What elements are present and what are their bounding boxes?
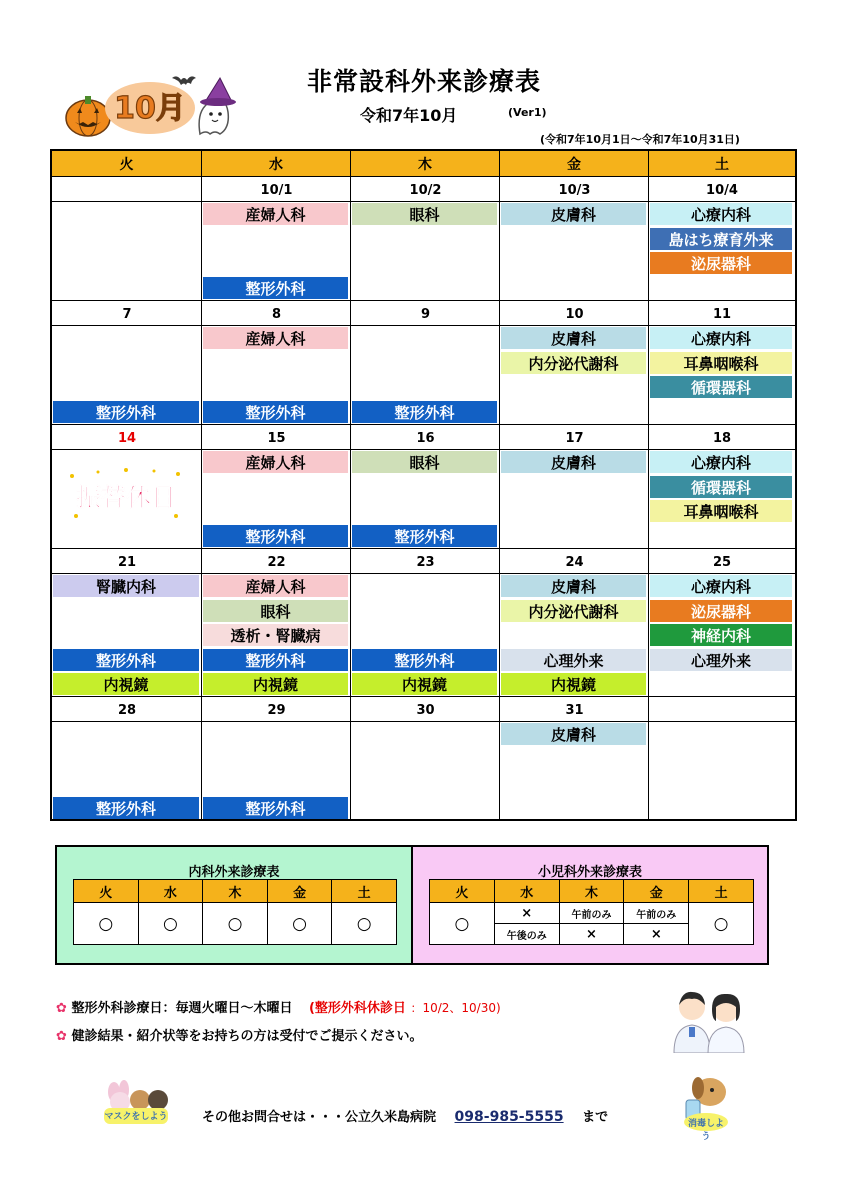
contact-suffix: まで <box>582 1110 609 1125</box>
clinic-entry: 心理外来 <box>501 649 646 671</box>
page-title: 非常設科外来診療表 <box>306 67 541 96</box>
grid-line <box>52 548 795 549</box>
clinic-entry: 循環器科 <box>650 376 792 398</box>
naika-value: ○ <box>332 903 397 945</box>
clinic-entry: 耳鼻咽喉科 <box>650 352 792 374</box>
grid-line <box>52 449 795 450</box>
date-number: 10/1 <box>260 182 293 198</box>
clinic-entry: 内分泌代謝科 <box>501 600 646 622</box>
date-number: 9 <box>420 306 431 322</box>
date-number: 21 <box>117 554 137 570</box>
date-number: 22 <box>267 554 286 570</box>
weekday-header: 金 <box>500 151 649 177</box>
naika-day: 金 <box>267 880 332 903</box>
shonika-day: 金 <box>624 880 689 903</box>
date-number: 7 <box>122 306 132 322</box>
shonika-wed-am: × <box>494 903 559 924</box>
naika-table <box>73 879 397 945</box>
clinic-entry: 泌尿器科 <box>650 600 792 622</box>
clinic-entry: 腎臓内科 <box>53 575 199 597</box>
clinic-entry: 内視鏡 <box>53 673 199 695</box>
clinic-entry: 整形外科 <box>352 401 497 423</box>
clinic-entry: 心療内科 <box>650 575 792 597</box>
clinic-entry: 心理外来 <box>650 649 792 671</box>
clinic-entry: 心療内科 <box>650 203 792 225</box>
date-number: 10/3 <box>558 182 591 198</box>
date-number: 25 <box>712 554 732 570</box>
shonika-thu-pm: × <box>559 924 624 945</box>
date-number <box>52 179 202 201</box>
doctor-icon <box>674 992 710 1053</box>
shonika-fri-am: 午前のみ <box>624 903 689 924</box>
holiday-text: 振替休日 <box>75 483 177 512</box>
clinic-entry: 神経内科 <box>650 624 792 646</box>
period-label: (令和7年10月1日～令和7年10月31日) <box>540 133 740 146</box>
shonika-day: 水 <box>494 880 559 903</box>
naika-title: 内科外来診療表 <box>188 865 280 880</box>
weekday-header: 火 <box>52 151 202 177</box>
clinic-entry: 耳鼻咽喉科 <box>650 500 792 522</box>
shonika-table <box>429 879 754 945</box>
clinic-entry: 整形外科 <box>203 525 348 547</box>
naika-value: ○ <box>74 903 139 945</box>
clinic-entry: 内視鏡 <box>501 673 646 695</box>
clinic-entry: 泌尿器科 <box>650 252 792 274</box>
clinic-entry: 眼科 <box>352 451 497 473</box>
date-number: 10/4 <box>706 182 738 198</box>
grid-line <box>52 300 795 301</box>
clinic-entry: 皮膚科 <box>501 327 646 349</box>
date-number: 17 <box>565 430 584 446</box>
naika-day: 木 <box>203 880 268 903</box>
clinic-entry: 内視鏡 <box>203 673 348 695</box>
naika-value: ○ <box>203 903 268 945</box>
clinic-entry: 整形外科 <box>352 649 497 671</box>
clinic-entry: 心療内科 <box>650 451 792 473</box>
date-number: 10 <box>565 306 584 322</box>
page-subtitle: 令和7年10月 <box>360 106 458 125</box>
mask-label: マスクをしよう <box>104 1112 168 1122</box>
flower-icon: ✿ <box>56 1001 67 1016</box>
grid-line <box>499 177 500 819</box>
mask-illustration <box>100 1078 172 1126</box>
weekday-header: 木 <box>351 151 500 177</box>
date-number: 24 <box>565 554 584 570</box>
note-orthopedics <box>56 997 501 1016</box>
naika-day: 水 <box>138 880 203 903</box>
clinic-entry: 内分泌代謝科 <box>501 352 646 374</box>
grid-line <box>52 573 795 574</box>
clinic-entry: 内視鏡 <box>352 673 497 695</box>
date-number: 29 <box>267 702 286 718</box>
shonika-thu-am: 午前のみ <box>559 903 624 924</box>
clinic-entry: 眼科 <box>352 203 497 225</box>
clinic-entry: 産婦人科 <box>203 575 348 597</box>
naika-value: ○ <box>267 903 332 945</box>
clinic-entry: 整形外科 <box>203 649 348 671</box>
version-label: (Ver1) <box>508 106 547 119</box>
flower-icon: ✿ <box>56 1029 67 1044</box>
naika-day: 土 <box>332 880 397 903</box>
shonika-wed-pm: 午後のみ <box>494 924 559 945</box>
clinic-entry: 整形外科 <box>53 401 199 423</box>
clinic-entry: 整形外科 <box>352 525 497 547</box>
grid-line <box>648 177 649 819</box>
shonika-fri-pm: × <box>624 924 689 945</box>
date-number: 28 <box>117 702 137 718</box>
shonika-day: 土 <box>689 880 754 903</box>
date-number: 10/2 <box>409 182 442 198</box>
clinic-entry: 皮膚科 <box>501 203 646 225</box>
note-referral-text: 健診結果・紹介状等をお持ちの方は受付でご提示ください。 <box>71 1029 423 1044</box>
clinic-entry: 整形外科 <box>203 277 348 299</box>
clinic-entry: 皮膚科 <box>501 723 646 745</box>
pumpkin-icon <box>66 96 110 136</box>
date-number: 14 <box>117 430 137 446</box>
clinic-entry: 皮膚科 <box>501 451 646 473</box>
holiday-stamp <box>66 466 186 524</box>
badge-text: 10月 <box>114 91 186 126</box>
grid-line <box>52 696 795 697</box>
note-referral <box>56 1025 422 1044</box>
shonika-day: 火 <box>430 880 495 903</box>
clinic-entry: 産婦人科 <box>203 451 348 473</box>
sanitize-label: 消毒しよう <box>687 1119 724 1142</box>
date-number: 23 <box>416 554 435 570</box>
clinic-entry: 島はち療育外来 <box>650 228 792 250</box>
clinic-entry: 眼科 <box>203 600 348 622</box>
shonika-title: 小児科外来診療表 <box>537 865 642 880</box>
contact-prefix: その他お問合せは・・・公立久米島病院 <box>202 1110 437 1125</box>
date-number: 15 <box>267 430 286 446</box>
naika-day: 火 <box>74 880 139 903</box>
clinic-entry: 循環器科 <box>650 476 792 498</box>
note-closed-label: (整形外科休診日 <box>308 1001 406 1016</box>
clinic-entry: 心療内科 <box>650 327 792 349</box>
contact-phone[interactable]: 098-985-5555 <box>454 1109 564 1125</box>
clinic-entry: 産婦人科 <box>203 203 348 225</box>
note-orthopedics-text: 整形外科診療日：毎週火曜日～木曜日 <box>71 1001 293 1016</box>
naika-value: ○ <box>138 903 203 945</box>
date-number: 11 <box>712 306 732 322</box>
date-number: 8 <box>271 306 282 322</box>
clinic-entry: 皮膚科 <box>501 575 646 597</box>
sanitize-illustration <box>678 1070 734 1142</box>
shonika-sat: ○ <box>689 903 754 945</box>
date-number: 31 <box>565 702 584 718</box>
doctors-illustration <box>668 985 750 1053</box>
shonika-day: 木 <box>559 880 624 903</box>
clinic-entry: 産婦人科 <box>203 327 348 349</box>
date-number <box>649 699 795 721</box>
note-closed-dates: ：10/2、10/30) <box>410 1001 501 1015</box>
clinic-entry: 整形外科 <box>203 401 348 423</box>
clinic-entry: 整形外科 <box>53 797 199 819</box>
grid-line <box>201 177 202 819</box>
shonika-tue: ○ <box>430 903 495 945</box>
grid-line <box>52 424 795 425</box>
shonika-schedule-box <box>411 845 769 965</box>
clinic-entry: 整形外科 <box>53 649 199 671</box>
grid-line <box>52 721 795 722</box>
clinic-entry: 透析・腎臓病 <box>203 624 348 646</box>
grid-line <box>350 177 351 819</box>
naika-schedule-box <box>55 845 413 965</box>
grid-line <box>52 201 795 202</box>
grid-line <box>52 325 795 326</box>
weekday-header: 水 <box>202 151 351 177</box>
contact-line <box>202 1106 608 1125</box>
date-number: 30 <box>416 702 435 718</box>
date-number: 16 <box>416 430 435 446</box>
date-number: 18 <box>712 430 732 446</box>
nurse-icon <box>708 994 744 1053</box>
clinic-entry: 整形外科 <box>203 797 348 819</box>
weekday-header: 土 <box>649 151 795 177</box>
